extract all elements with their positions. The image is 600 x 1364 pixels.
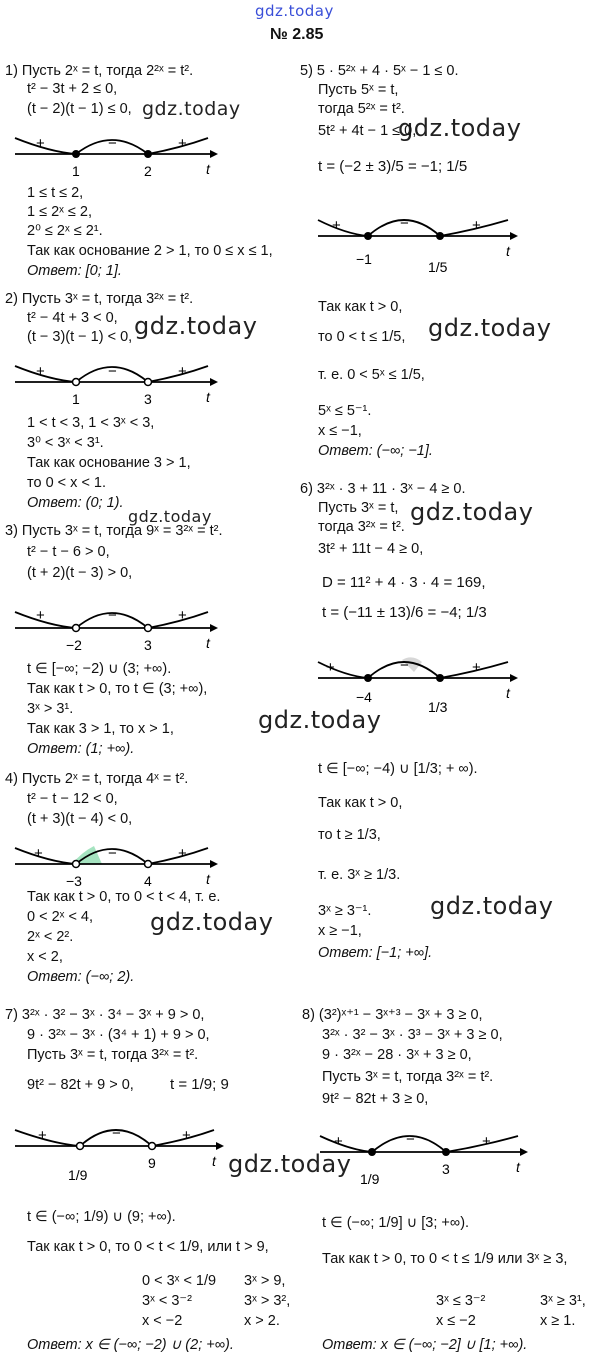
p2-line: 1 < t < 3, 1 < 3ˣ < 3, [27, 415, 155, 431]
p3-answer: Ответ: (1; +∞). [27, 741, 135, 757]
p1-line: 2⁰ ≤ 2ˣ ≤ 2¹. [27, 223, 103, 239]
p7-line: 0 < 3ˣ < 1/9 [142, 1273, 217, 1289]
p2-number-line [10, 348, 220, 408]
p7-line: 3ˣ < 3⁻² [142, 1293, 192, 1309]
point-label: −2 [66, 637, 82, 653]
p8-line: Пусть 3ˣ = t, тогда 3²ˣ = t². [322, 1069, 494, 1085]
point-label: 3 [442, 1161, 450, 1177]
p7-line: 9t² − 82t + 9 > 0, [27, 1077, 134, 1093]
p1-line: Так как основание 2 > 1, то 0 ≤ x ≤ 1, [27, 243, 273, 259]
watermark: gdz.today [228, 1150, 352, 1178]
p7-number-line [10, 1110, 226, 1196]
p6-number-line [314, 642, 520, 728]
sign-label: + [472, 659, 481, 676]
p6-answer: Ответ: [−1; +∞]. [318, 945, 433, 961]
axis-variable: t [206, 389, 210, 405]
p3-line: 3ˣ > 3¹. [27, 701, 74, 717]
p6-line: т. е. 3ˣ ≥ 1/3. [318, 867, 401, 883]
sign-label: + [482, 1133, 491, 1150]
p6-roots: t = (−11 ± 13)/6 = −4; 1/3 [322, 604, 487, 621]
sign-label: − [112, 1125, 121, 1142]
point-label: 1/9 [68, 1167, 88, 1183]
sign-label: + [36, 363, 45, 380]
sign-label: − [108, 607, 117, 624]
point-label: 1 [72, 163, 80, 179]
p8-number-line [316, 1116, 530, 1202]
p3-line: t ∈ [−∞; −2) ∪ (3; +∞). [27, 661, 172, 677]
p6-line: t ∈ [−∞; −4) ∪ [1/3; + ∞). [318, 761, 478, 777]
p4-line: Так как t > 0, то 0 < t < 4, т. е. [27, 889, 221, 905]
watermark: gdz.today [134, 312, 258, 340]
sign-label: − [108, 845, 117, 862]
p4-number-line [10, 830, 220, 890]
p5-answer: Ответ: (−∞; −1]. [318, 443, 433, 459]
point-label: 1/9 [360, 1171, 380, 1187]
sign-label: + [178, 135, 187, 152]
watermark: gdz.today [128, 507, 212, 526]
p7-line: t ∈ (−∞; 1/9) ∪ (9; +∞). [27, 1209, 176, 1225]
sign-label: + [334, 1133, 343, 1150]
sign-label: + [38, 1127, 47, 1144]
sign-label: + [326, 659, 335, 676]
sign-label: + [332, 217, 341, 234]
p7-line: 3ˣ > 9, [244, 1273, 286, 1289]
p7-line: Так как t > 0, то 0 < t < 1/9, или t > 9, [27, 1239, 269, 1255]
sign-label: − [406, 1131, 415, 1148]
p5-line: то 0 < t ≤ 1/5, [318, 329, 406, 345]
watermark: gdz.today [430, 892, 554, 920]
p8-line: 3ˣ ≤ 3⁻² [436, 1293, 486, 1309]
p4-line: 2ˣ < 2². [27, 929, 74, 945]
p1-line: 1 ≤ 2ˣ ≤ 2, [27, 204, 93, 220]
p8-line: x ≥ 1. [540, 1313, 576, 1329]
p5-line: 5ˣ ≤ 5⁻¹. [318, 403, 372, 419]
p8-answer: Ответ: x ∈ (−∞; −2] ∪ [1; +∞). [322, 1337, 528, 1353]
p4-line: x < 2, [27, 949, 63, 965]
point-label: 1 [72, 391, 80, 407]
point-label: 2 [144, 163, 152, 179]
p3-line: (t + 2)(t − 3) > 0, [27, 565, 133, 581]
point-label: 1/3 [428, 699, 448, 715]
p6-line: Пусть 3ˣ = t, [318, 500, 399, 516]
watermark: gdz.today [258, 706, 382, 734]
point-label: 4 [144, 873, 152, 889]
p2-line: (t − 3)(t − 1) < 0, [27, 329, 133, 345]
p8-line: 3²ˣ · 3² − 3ˣ · 3³ − 3ˣ + 3 ≥ 0, [322, 1027, 503, 1043]
p5-line: 5) 5 · 5²ˣ + 4 · 5ˣ − 1 ≤ 0. [300, 63, 459, 79]
sign-label: − [400, 657, 409, 674]
p4-line: (t + 3)(t − 4) < 0, [27, 811, 133, 827]
p5-line: т. е. 0 < 5ˣ ≤ 1/5, [318, 367, 425, 383]
watermark: gdz.today [142, 98, 241, 120]
axis-variable: t [206, 635, 210, 651]
axis-variable: t [206, 871, 210, 887]
p4-line: 0 < 2ˣ < 4, [27, 909, 94, 925]
p2-line: 3⁰ < 3ˣ < 3¹. [27, 435, 104, 451]
p1-line: 1 ≤ t ≤ 2, [27, 185, 84, 201]
sign-label: − [108, 363, 117, 380]
sign-label: + [178, 363, 187, 380]
watermark: gdz.today [398, 114, 522, 142]
p6-discriminant: D = 11² + 4 · 3 · 4 = 169, [322, 574, 486, 591]
sign-label: − [108, 135, 117, 152]
p4-line: 4) Пусть 2ˣ = t, тогда 4ˣ = t². [5, 771, 189, 787]
sign-label: − [400, 215, 409, 232]
point-label: 1/5 [428, 259, 448, 275]
p5-line: Так как t > 0, [318, 299, 403, 315]
p5-roots: t = (−2 ± 3)/5 = −1; 1/5 [318, 158, 468, 175]
p7-line: 7) 3²ˣ · 3² − 3ˣ · 3⁴ − 3ˣ + 9 > 0, [5, 1007, 205, 1023]
sign-label: + [36, 607, 45, 624]
sign-label: + [36, 135, 45, 152]
axis-variable: t [506, 243, 510, 259]
watermark: gdz.today [150, 908, 274, 936]
axis-variable: t [506, 685, 510, 701]
p8-line: 8) (3²)ˣ⁺¹ − 3ˣ⁺³ − 3ˣ + 3 ≥ 0, [302, 1007, 483, 1023]
p4-answer: Ответ: (−∞; 2). [27, 969, 135, 985]
sign-label: + [178, 845, 187, 862]
p6-line: x ≥ −1, [318, 923, 362, 939]
p5-line: x ≤ −1, [318, 423, 362, 439]
p7-line: x < −2 [142, 1313, 183, 1329]
p7-line: 3ˣ > 3², [244, 1293, 291, 1309]
watermark: gdz.today [410, 498, 534, 526]
point-label: −4 [356, 689, 372, 705]
point-label: −1 [356, 251, 372, 267]
p1-line: 1) Пусть 2ˣ = t, тогда 2²ˣ = t². [5, 63, 194, 79]
p3-line: 3) Пусть 3ˣ = t, тогда 9ˣ = 3²ˣ = t². [5, 523, 223, 539]
p4-line: t² − t − 12 < 0, [27, 791, 118, 807]
p7-line: Пусть 3ˣ = t, тогда 3²ˣ = t². [27, 1047, 199, 1063]
p5-line: тогда 5²ˣ = t². [318, 101, 405, 117]
p3-line: Так как 3 > 1, то x > 1, [27, 721, 174, 737]
p5-line: Пусть 5ˣ = t, [318, 82, 399, 98]
watermark-top: gdz.today [255, 2, 334, 20]
point-label: 9 [148, 1155, 156, 1171]
p6-line: 3ˣ ≥ 3⁻¹. [318, 903, 372, 919]
p2-answer: Ответ: (0; 1). [27, 495, 124, 511]
p3-line: t² − t − 6 > 0, [27, 544, 110, 560]
p8-line: t ∈ (−∞; 1/9] ∪ [3; +∞). [322, 1215, 470, 1231]
p7-answer: Ответ: x ∈ (−∞; −2) ∪ (2; +∞). [27, 1337, 234, 1353]
p6-line: то t ≥ 1/3, [318, 827, 381, 843]
sign-label: + [182, 1127, 191, 1144]
p2-line: то 0 < x < 1. [27, 475, 107, 491]
p8-line: 9t² − 82t + 3 ≥ 0, [322, 1091, 429, 1107]
p1-line: (t − 2)(t − 1) ≤ 0, [27, 101, 132, 117]
axis-variable: t [212, 1153, 216, 1169]
page-title: № 2.85 [270, 26, 324, 43]
p3-number-line [10, 594, 220, 654]
p6-line: 3t² + 11t − 4 ≥ 0, [318, 541, 424, 557]
axis-variable: t [206, 161, 210, 177]
point-label: −3 [66, 873, 82, 889]
p1-line: t² − 3t + 2 ≤ 0, [27, 81, 118, 97]
p6-line: 6) 3²ˣ · 3 + 11 · 3ˣ − 4 ≥ 0. [300, 481, 466, 497]
sign-label: + [178, 607, 187, 624]
p6-line: тогда 3²ˣ = t². [318, 519, 405, 535]
p2-line: Так как основание 3 > 1, [27, 455, 191, 471]
p8-line: 3ˣ ≥ 3¹, [540, 1293, 586, 1309]
p8-line: Так как t > 0, то 0 < t ≤ 1/9 или 3ˣ ≥ 3, [322, 1251, 568, 1267]
p3-line: Так как t > 0, то t ∈ (3; +∞), [27, 681, 208, 697]
p7-roots: t = 1/9; 9 [170, 1076, 229, 1093]
p5-line: 5t² + 4t − 1 ≤ 0, [318, 123, 417, 139]
point-label: 3 [144, 391, 152, 407]
p7-line: x > 2. [244, 1313, 280, 1329]
p7-line: 9 · 3²ˣ − 3ˣ · (3⁴ + 1) + 9 > 0, [27, 1027, 210, 1043]
watermark: gdz.today [428, 314, 552, 342]
p1-number-line [10, 124, 220, 180]
axis-variable: t [516, 1159, 520, 1175]
p6-line: Так как t > 0, [318, 795, 403, 811]
p2-line: 2) Пусть 3ˣ = t, тогда 3²ˣ = t². [5, 291, 194, 307]
p5-number-line [314, 200, 520, 286]
sign-label: + [472, 217, 481, 234]
point-label: 3 [144, 637, 152, 653]
p8-line: 9 · 3²ˣ − 28 · 3ˣ + 3 ≥ 0, [322, 1047, 472, 1063]
p1-answer: Ответ: [0; 1]. [27, 263, 122, 279]
p8-line: x ≤ −2 [436, 1313, 476, 1329]
p2-line: t² − 4t + 3 < 0, [27, 310, 118, 326]
sign-label: + [34, 845, 43, 862]
